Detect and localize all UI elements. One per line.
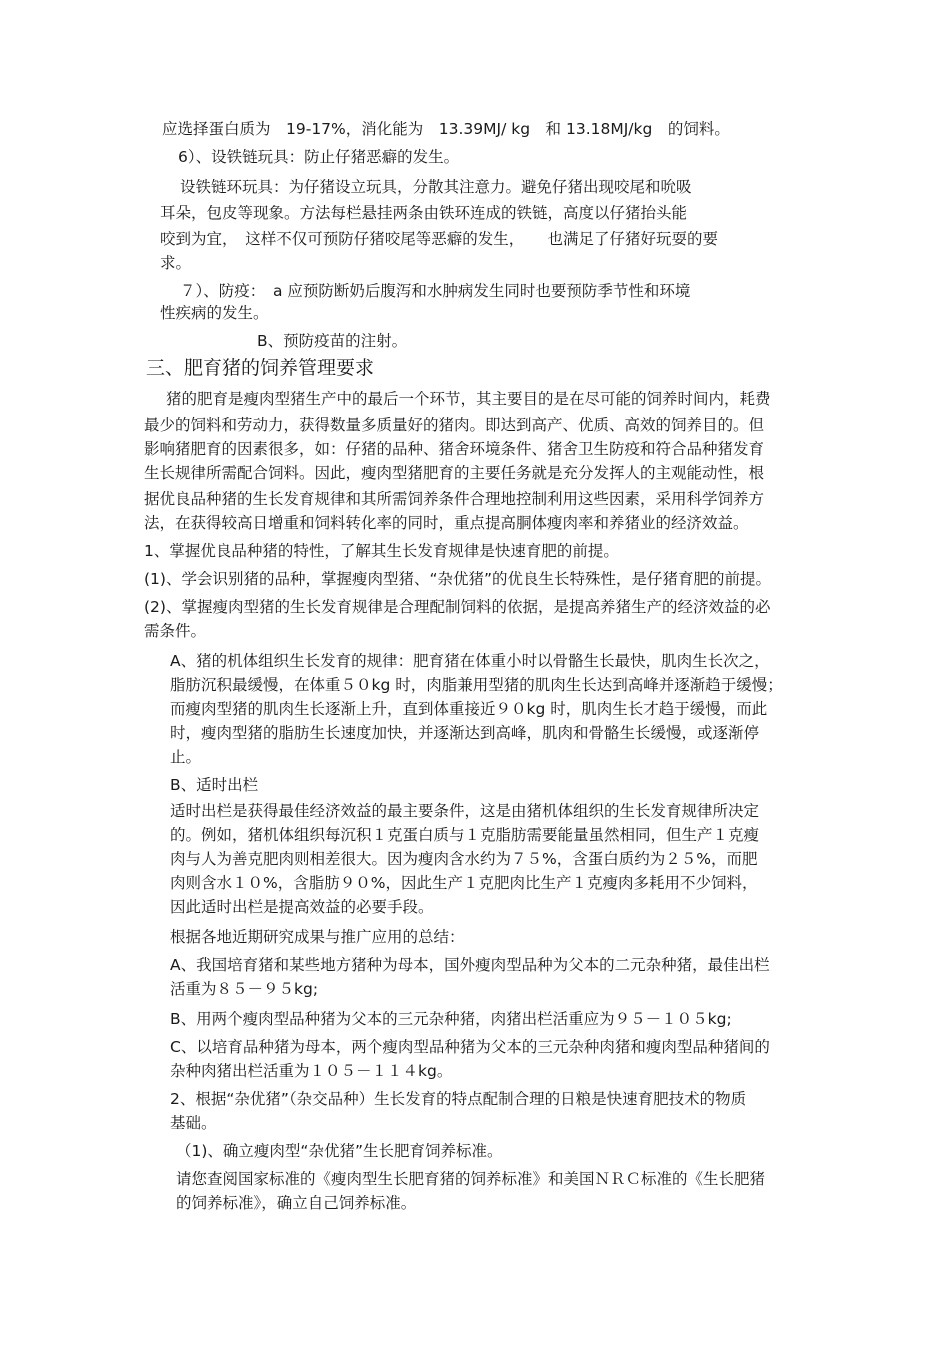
text-line: 杂种肉猪出栏活重为１０５－１１４kg。: [170, 1062, 453, 1080]
text-line: B、用两个瘦肉型品种猪为父本的三元杂种猪，肉猪出栏活重应为９５－１０５kg;: [170, 1010, 732, 1028]
text-line: 肉则含水１０%，含脂肪９０%，因此生产１克肥肉比生产１克瘦肉多耗用不少饲料，: [170, 874, 758, 892]
text-line: 法，在获得较高日增重和饲料转化率的同时，重点提高胴体瘦肉率和养猪业的经济效益。: [144, 514, 749, 532]
text-line: 1、掌握优良品种猪的特性，了解其生长发育规律是快速育肥的前提。: [144, 542, 619, 560]
text-line: 因此适时出栏是提高效益的必要手段。: [170, 898, 434, 916]
text-line: 脂肪沉积最缓慢，在体重５０kg 时，肉脂兼用型猪的肌肉生长达到高峰并逐渐趋于缓慢；: [170, 676, 783, 694]
text-line: 根据各地近期研究成果与推广应用的总结：: [170, 928, 465, 946]
text-line: (1)、学会识别猪的品种，掌握瘦肉型猪、“杂优猪”的优良生长特殊性，是仔猪育肥的前提。: [144, 570, 772, 588]
text-line: 性疾病的发生。: [160, 304, 269, 322]
text-line: 的。例如，猪机体组织每沉积１克蛋白质与１克脂肪需要能量虽然相同，但生产１克瘦: [170, 826, 760, 844]
text-line: A、猪的机体组织生长发育的规律：肥育猪在体重小时以骨骼生长最快，肌肉生长次之，: [170, 652, 770, 670]
text-line: 6）、设铁链玩具：防止仔猪恶癖的发生。: [178, 148, 460, 166]
text-line: (2)、掌握瘦肉型猪的生长发育规律是合理配制饲料的依据，是提高养猪生产的经济效益的必: [144, 598, 771, 616]
text-line: 肉与人为善克肥肉则相差很大。因为瘦肉含水约为７５%，含蛋白质约为２５%，而肥: [170, 850, 758, 868]
text-line: B、适时出栏: [170, 776, 259, 794]
text-line: 影响猪肥育的因素很多，如：仔猪的品种、猪舍环境条件、猪舍卫生防疫和符合品种猪发育: [144, 440, 765, 458]
text-line: 止。: [170, 748, 202, 766]
text-line: 生长规律所需配合饲料。因此，瘦肉型猪肥育的主要任务就是充分发挥人的主观能动性，根: [144, 464, 765, 482]
text-line: 的饲养标准》，确立自己饲养标准。: [176, 1194, 417, 1212]
text-line: A、我国培育猪和某些地方猪种为母本，国外瘦肉型品种为父本的二元杂种猪，最佳出栏: [170, 956, 770, 974]
text-line: 请您查阅国家标准的《瘦肉型生长肥育猪的饲养标准》和美国ＮＲＣ标准的《生长肥猪: [176, 1170, 766, 1188]
text-line: 活重为８５－９５kg;: [170, 980, 319, 998]
text-line: 应选择蛋白质为 19-17%，消化能为 13.39MJ/ kg 和 13.18MJ/kg 的饲料。: [162, 120, 730, 138]
text-line: 设铁链环玩具：为仔猪设立玩具，分散其注意力。避免仔猪出现咬尾和吮吸: [180, 178, 692, 196]
text-line: 基础。: [170, 1114, 217, 1132]
text-line: 求。: [160, 254, 192, 272]
text-line: 2、根据“杂优猪”（杂交品种）生长发育的特点配制合理的日粮是快速育肥技术的物质: [170, 1090, 747, 1108]
text-line: 时，瘦肉型猪的脂肪生长速度加快，并逐渐达到高峰，肌肉和骨骼生长缓慢，或逐渐停: [170, 724, 760, 742]
text-line: 而瘦肉型猪的肌肉生长逐渐上升，直到体重接近９０kg 时，肌肉生长才趋于缓慢，而此: [170, 700, 768, 718]
section-heading: 三、肥育猪的饲养管理要求: [146, 357, 375, 379]
text-line: 猪的肥育是瘦肉型猪生产中的最后一个环节，其主要目的是在尽可能的饲养时间内，耗费: [166, 390, 771, 408]
text-line: 需条件。: [144, 622, 207, 640]
text-line: B、预防疫苗的注射。: [257, 332, 408, 350]
text-line: 适时出栏是获得最佳经济效益的最主要条件，这是由猪机体组织的生长发育规律所决定: [170, 802, 760, 820]
text-line: 耳朵，包皮等现象。方法每栏悬挂两条由铁环连成的铁链，高度以仔猪抬头能: [160, 204, 688, 222]
text-line: （1)、确立瘦肉型“杂优猪”生长肥育饲养标准。: [176, 1142, 503, 1160]
text-line: 据优良品种猪的生长发育规律和其所需饲养条件合理地控制利用这些因素，采用科学饲养方: [144, 490, 765, 508]
text-line: C、以培育品种猪为母本，两个瘦肉型品种猪为父本的三元杂种肉猪和瘦肉型品种猪间的: [170, 1038, 770, 1056]
text-line: 最少的饲料和劳动力，获得数量多质量好的猪肉。即达到高产、优质、高效的饲养目的。但: [144, 416, 765, 434]
text-line: 咬到为宜， 这样不仅可预防仔猪咬尾等恶癖的发生， 也满足了仔猪好玩耍的要: [160, 230, 719, 248]
text-line: ７）、防疫： a 应预防断奶后腹泻和水肿病发生同时也要预防季节性和环境: [180, 282, 691, 300]
